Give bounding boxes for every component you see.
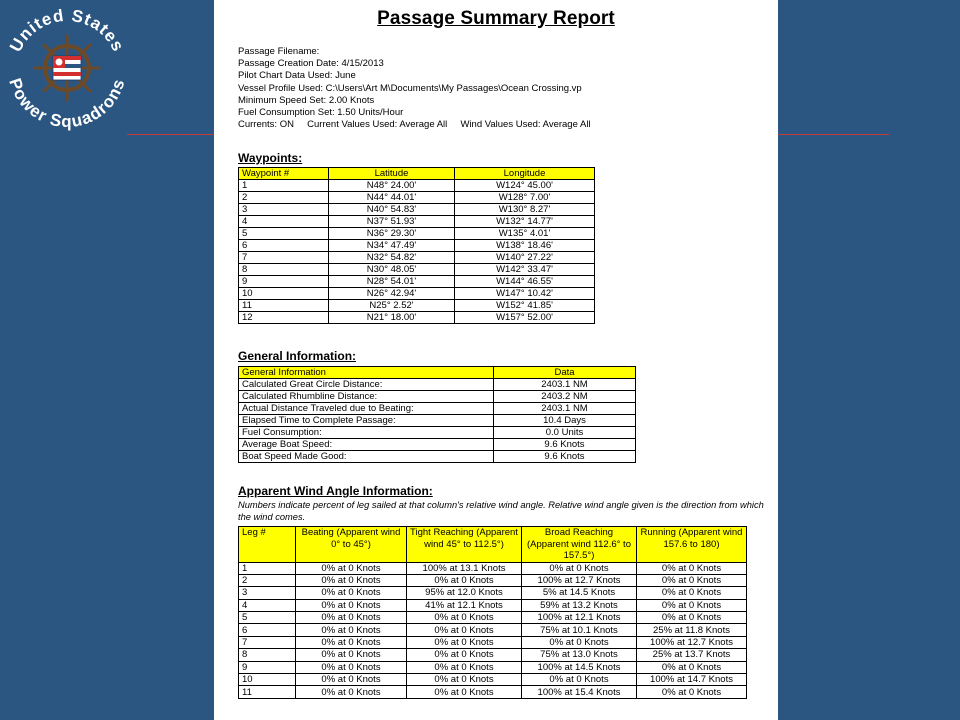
table-row: [239, 300, 595, 312]
meta-vessel-profile: Vessel Profile Used: C:\Users\Art M\Documents\My Passages\Ocean Crossing.vp: [238, 82, 582, 94]
table-cell: 0% at 0 Knots: [637, 661, 747, 673]
table-cell: 0% at 0 Knots: [637, 587, 747, 599]
table-cell: 0% at 0 Knots: [296, 686, 407, 698]
usps-logo: [0, 0, 130, 140]
table-cell: 0% at 0 Knots: [407, 649, 522, 661]
table-cell: 0% at 0 Knots: [637, 599, 747, 611]
table-cell: N30° 48.05': [329, 264, 455, 276]
table-cell: 100% at 13.1 Knots: [407, 562, 522, 574]
table-cell: 25% at 11.8 Knots: [637, 624, 747, 636]
report-page: [214, 0, 778, 720]
table-cell: 0% at 0 Knots: [407, 674, 522, 686]
column-header: Data: [494, 367, 636, 379]
table-row: [239, 180, 595, 192]
meta-currents: Currents: ON Current Values Used: Average All Wind Values Used: Average All: [238, 119, 591, 131]
table-cell: 6: [239, 240, 329, 252]
table-cell: 100% at 14.5 Knots: [522, 661, 637, 673]
table-cell: 2403.2 NM: [494, 391, 636, 403]
table-row: [239, 228, 595, 240]
table-cell: 0% at 0 Knots: [407, 624, 522, 636]
table-cell: N44° 44.01': [329, 192, 455, 204]
logo-top-text: United States: [6, 5, 129, 56]
table-cell: 0% at 0 Knots: [296, 649, 407, 661]
table-cell: 3: [239, 204, 329, 216]
table-cell: 0% at 0 Knots: [522, 674, 637, 686]
table-row: [239, 192, 595, 204]
table-cell: 4: [239, 216, 329, 228]
waypoints-table: [238, 167, 595, 324]
table-cell: Actual Distance Traveled due to Beating:: [239, 403, 494, 415]
table-cell: 1: [239, 180, 329, 192]
table-row: [239, 636, 747, 648]
table-row: [239, 391, 636, 403]
table-row: [239, 276, 595, 288]
column-header: Beating (Apparent wind 0° to 45°): [296, 527, 407, 563]
table-row: [239, 204, 595, 216]
table-cell: 0% at 0 Knots: [407, 636, 522, 648]
table-row: [239, 312, 595, 324]
table-cell: 10: [239, 288, 329, 300]
table-cell: 11: [239, 300, 329, 312]
table-row: [239, 264, 595, 276]
table-cell: N37° 51.93': [329, 216, 455, 228]
table-cell: W144° 46.55': [455, 276, 595, 288]
table-row: [239, 649, 747, 661]
table-cell: W152° 41.85': [455, 300, 595, 312]
general-info-table: [238, 366, 636, 463]
table-cell: 9: [239, 276, 329, 288]
table-cell: N40° 54.83': [329, 204, 455, 216]
table-row: [239, 415, 636, 427]
column-header: Waypoint #: [239, 168, 329, 180]
table-row: [239, 379, 636, 391]
table-cell: 10: [239, 674, 296, 686]
waypoints-heading: Waypoints:: [238, 151, 303, 165]
table-row: [239, 427, 636, 439]
table-cell: 100% at 15.4 Knots: [522, 686, 637, 698]
table-header-row: [239, 168, 595, 180]
table-cell: W124° 45.00': [455, 180, 595, 192]
table-cell: 95% at 12.0 Knots: [407, 587, 522, 599]
column-header: General Information: [239, 367, 494, 379]
report-title: Passage Summary Report: [377, 8, 615, 29]
column-header: Latitude: [329, 168, 455, 180]
table-cell: 0% at 0 Knots: [407, 686, 522, 698]
table-cell: Elapsed Time to Complete Passage:: [239, 415, 494, 427]
table-row: [239, 587, 747, 599]
wind-angle-note: Numbers indicate percent of leg sailed at that column's relative wind angle. Relative wind angle given is the direction from which the wind comes.: [238, 500, 764, 522]
column-header: Running (Apparent wind 157.6 to 180): [637, 527, 747, 563]
table-cell: N48° 24.00': [329, 180, 455, 192]
wind-angle-table: [238, 526, 747, 699]
table-cell: 0% at 0 Knots: [637, 574, 747, 586]
table-cell: 8: [239, 649, 296, 661]
table-cell: Calculated Great Circle Distance:: [239, 379, 494, 391]
wind-angle-heading: Apparent Wind Angle Information:: [238, 484, 433, 498]
table-cell: W130° 8.27': [455, 204, 595, 216]
table-header-row: [239, 527, 747, 563]
table-row: [239, 574, 747, 586]
table-cell: 75% at 13.0 Knots: [522, 649, 637, 661]
table-row: [239, 403, 636, 415]
table-cell: 11: [239, 686, 296, 698]
table-cell: 0% at 0 Knots: [637, 612, 747, 624]
table-cell: Fuel Consumption:: [239, 427, 494, 439]
table-cell: 0% at 0 Knots: [296, 612, 407, 624]
column-header: Tight Reaching (Apparent wind 45° to 112.5°): [407, 527, 522, 563]
table-cell: W142° 33.47': [455, 264, 595, 276]
table-cell: 0% at 0 Knots: [637, 562, 747, 574]
table-cell: N25° 2.52': [329, 300, 455, 312]
table-cell: 5% at 14.5 Knots: [522, 587, 637, 599]
table-cell: 0% at 0 Knots: [407, 574, 522, 586]
table-cell: 100% at 12.1 Knots: [522, 612, 637, 624]
table-cell: 10.4 Days: [494, 415, 636, 427]
table-row: [239, 288, 595, 300]
logo-bottom-text: Power Squadrons: [5, 75, 129, 132]
table-cell: 41% at 12.1 Knots: [407, 599, 522, 611]
table-cell: 2403.1 NM: [494, 379, 636, 391]
table-cell: 4: [239, 599, 296, 611]
table-row: [239, 612, 747, 624]
table-cell: 0.0 Units: [494, 427, 636, 439]
table-cell: 0% at 0 Knots: [296, 674, 407, 686]
table-cell: 0% at 0 Knots: [407, 661, 522, 673]
table-row: [239, 252, 595, 264]
table-cell: W135° 4.01': [455, 228, 595, 240]
table-cell: N28° 54.01': [329, 276, 455, 288]
table-cell: Boat Speed Made Good:: [239, 451, 494, 463]
table-cell: 6: [239, 624, 296, 636]
table-cell: 2403.1 NM: [494, 403, 636, 415]
table-cell: 0% at 0 Knots: [296, 562, 407, 574]
column-header: Longitude: [455, 168, 595, 180]
table-cell: N36° 29.30': [329, 228, 455, 240]
usps-ensign-icon: [53, 56, 81, 80]
table-cell: 0% at 0 Knots: [522, 636, 637, 648]
table-row: [239, 624, 747, 636]
meta-creation-date: Passage Creation Date: 4/15/2013: [238, 58, 384, 70]
passage-metadata: [238, 46, 591, 131]
table-cell: Average Boat Speed:: [239, 439, 494, 451]
column-header: Leg #: [239, 527, 296, 563]
table-cell: 7: [239, 636, 296, 648]
table-cell: 0% at 0 Knots: [296, 599, 407, 611]
table-cell: 5: [239, 228, 329, 240]
table-cell: 59% at 13.2 Knots: [522, 599, 637, 611]
general-info-heading: General Information:: [238, 349, 357, 363]
table-cell: 100% at 14.7 Knots: [637, 674, 747, 686]
table-cell: 75% at 10.1 Knots: [522, 624, 637, 636]
table-cell: W147° 10.42': [455, 288, 595, 300]
table-cell: 12: [239, 312, 329, 324]
table-cell: 9: [239, 661, 296, 673]
column-header: Broad Reaching (Apparent wind 112.6° to 157.5°): [522, 527, 637, 563]
table-cell: N34° 47.49': [329, 240, 455, 252]
table-row: [239, 674, 747, 686]
table-cell: 0% at 0 Knots: [296, 636, 407, 648]
table-cell: N32° 54.82': [329, 252, 455, 264]
table-row: [239, 240, 595, 252]
table-cell: 0% at 0 Knots: [522, 562, 637, 574]
table-cell: Calculated Rhumbline Distance:: [239, 391, 494, 403]
table-cell: 2: [239, 192, 329, 204]
table-cell: 0% at 0 Knots: [296, 661, 407, 673]
table-cell: 9.6 Knots: [494, 451, 636, 463]
table-cell: 1: [239, 562, 296, 574]
table-cell: 25% at 13.7 Knots: [637, 649, 747, 661]
meta-fuel-consumption: Fuel Consumption Set: 1.50 Units/Hour: [238, 107, 404, 119]
table-cell: 0% at 0 Knots: [407, 612, 522, 624]
table-cell: N21° 18.00': [329, 312, 455, 324]
meta-filename: Passage Filename:: [238, 46, 320, 57]
table-cell: W140° 27.22': [455, 252, 595, 264]
table-row: [239, 451, 636, 463]
table-row: [239, 686, 747, 698]
table-cell: 0% at 0 Knots: [296, 624, 407, 636]
table-cell: W138° 18.46': [455, 240, 595, 252]
table-cell: 7: [239, 252, 329, 264]
meta-min-speed: Minimum Speed Set: 2.00 Knots: [238, 94, 375, 106]
table-row: [239, 661, 747, 673]
table-cell: 8: [239, 264, 329, 276]
table-row: [239, 439, 636, 451]
table-cell: 0% at 0 Knots: [296, 587, 407, 599]
table-cell: 100% at 12.7 Knots: [522, 574, 637, 586]
table-cell: 0% at 0 Knots: [637, 686, 747, 698]
table-cell: 9.6 Knots: [494, 439, 636, 451]
table-cell: W157° 52.00': [455, 312, 595, 324]
table-header-row: [239, 367, 636, 379]
table-cell: W132° 14.77': [455, 216, 595, 228]
meta-pilot-chart: Pilot Chart Data Used: June: [238, 70, 356, 82]
table-cell: W128° 7.00': [455, 192, 595, 204]
table-cell: N26° 42.94': [329, 288, 455, 300]
table-row: [239, 562, 747, 574]
table-row: [239, 599, 747, 611]
table-cell: 5: [239, 612, 296, 624]
table-cell: 0% at 0 Knots: [296, 574, 407, 586]
table-row: [239, 216, 595, 228]
table-cell: 3: [239, 587, 296, 599]
table-cell: 2: [239, 574, 296, 586]
table-cell: 100% at 12.7 Knots: [637, 636, 747, 648]
